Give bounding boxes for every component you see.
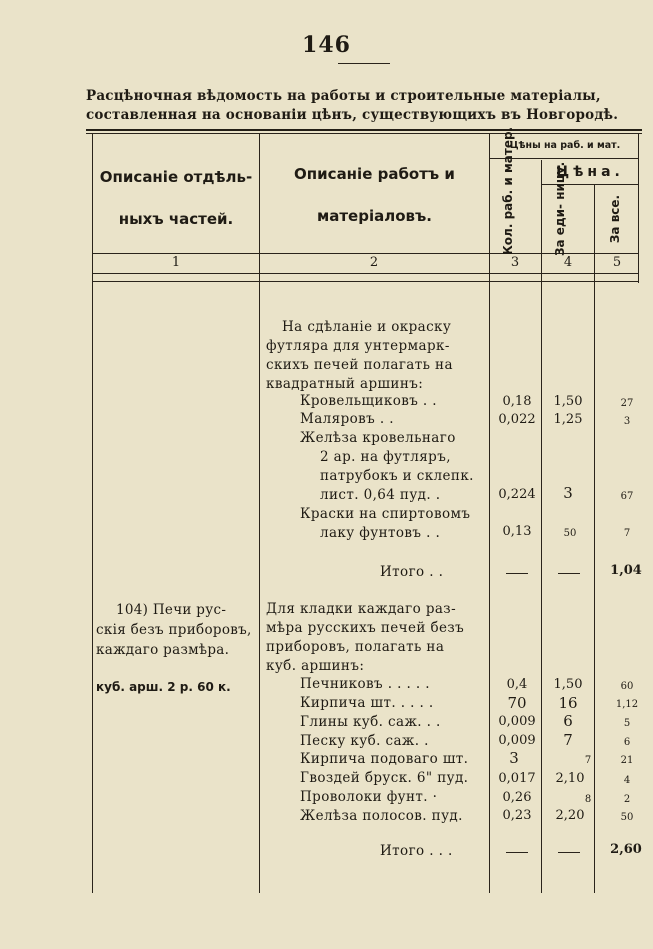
section1-row3-line3: патрубокъ и склепк. [320, 468, 474, 484]
section1-row3-line4: лист. 0,64 пуд. . [320, 487, 441, 503]
column-number-5: 5 [612, 255, 622, 270]
section2-row6-unit: 2,10 [555, 771, 585, 786]
section1-row3-line2: 2 ар. на футляръ, [320, 449, 451, 465]
section2-row5-total: 21 [620, 755, 634, 766]
section2-row2-total: 1,12 [615, 699, 639, 710]
section2-row4-qty: 0,009 [498, 733, 536, 748]
table-top-rule-thin [86, 133, 642, 134]
section1-total-label: Итого . . [380, 564, 444, 580]
section2-row1-total: 60 [620, 681, 634, 692]
page-number: 146 [302, 32, 351, 58]
section2-row1-label: Печниковъ . . . . . [300, 676, 430, 692]
column-number-1: 1 [171, 255, 181, 270]
section2-row6-label: Гвоздей бруск. 6" пуд. [300, 770, 469, 786]
section2-row4-total: 6 [623, 737, 631, 748]
section2-row7-unit: 8 [584, 794, 592, 805]
section1-total-qty-dash [506, 573, 528, 574]
header-col2-line1: Описаніе работъ и [294, 165, 455, 183]
section2-left-line1: 104) Печи рус- [116, 602, 227, 618]
section1-row3-total: 67 [620, 491, 634, 502]
section2-row8-qty: 0,23 [502, 808, 532, 823]
section2-total-label: Итого . . . [380, 843, 453, 859]
section1-row1-qty: 0,18 [502, 394, 532, 409]
section1-row4-qty: 0,13 [502, 524, 532, 539]
header-col5: За все. [608, 194, 622, 244]
section1-total-value: 1,04 [610, 563, 642, 578]
page-number-rule [338, 63, 390, 64]
section2-left-line2: скія безъ приборовъ, [96, 622, 252, 638]
section1-row3-line1: Желѣза кровельнаго [300, 430, 456, 446]
section1-row3-qty: 0,224 [498, 487, 536, 502]
section1-total-unit-dash [558, 573, 580, 574]
section2-row3-label: Глины куб. саж. . . [300, 714, 441, 730]
section2-row8-unit: 2,20 [555, 808, 585, 823]
section2-row5-label: Кирпича подоваго шт. [300, 751, 469, 767]
header-price-group: Цѣна. [556, 164, 624, 180]
section2-row5-unit: 7 [584, 755, 592, 766]
section2-intro-2: мѣра русскихъ печей безъ [266, 620, 465, 636]
section1-row3-unit: 3 [563, 484, 573, 502]
table-right-border [638, 133, 639, 283]
section2-row7-label: Проволоки фунт. · [300, 789, 438, 805]
section1-row2-unit: 1,25 [553, 412, 583, 427]
header-prices-group: Цѣны на раб. и мат. [509, 140, 621, 151]
section1-row1-total: 27 [620, 398, 634, 409]
section2-row7-total: 2 [623, 794, 631, 805]
section1-row4-unit: 50 [563, 528, 577, 539]
section2-intro-3: приборовъ, полагать на [266, 639, 445, 655]
header-col3: Кол. раб. и матер. [501, 126, 515, 255]
section2-row5-qty: 3 [509, 749, 519, 767]
section2-intro-4: куб. аршинъ: [266, 658, 365, 674]
section1-row1-unit: 1,50 [553, 394, 583, 409]
column-number-3: 3 [510, 255, 520, 270]
section2-total-unit-dash [558, 852, 580, 853]
section2-total-value: 2,60 [610, 842, 642, 857]
section2-row8-label: Желѣза полосов. пуд. [300, 808, 463, 824]
section2-row6-total: 4 [623, 775, 631, 786]
section2-row2-qty: 70 [507, 694, 527, 712]
table-top-rule [86, 129, 642, 131]
header-col1-line1: Описаніе отдѣль- [99, 168, 253, 186]
section1-intro-1: На сдѣланіе и окраску [282, 319, 452, 335]
section2-row1-qty: 0,4 [506, 677, 528, 692]
section1-row2-total: 3 [623, 416, 631, 427]
header-col1-line2: ныхъ частей. [118, 210, 234, 228]
section2-row7-qty: 0,26 [502, 790, 532, 805]
section1-intro-2: футляра для унтермарк- [266, 338, 450, 354]
section1-row4-line2: лаку фунтовъ . . [320, 525, 441, 541]
section2-row6-qty: 0,017 [498, 771, 536, 786]
section2-row4-label: Песку куб. саж. . [300, 733, 429, 749]
col-divider-1 [259, 133, 260, 893]
table-left-border [92, 133, 93, 893]
section2-row3-unit: 6 [563, 712, 573, 730]
section1-intro-3: скихъ печей полагать на [266, 357, 453, 373]
section2-row1-unit: 1,50 [553, 677, 583, 692]
section2-left-measure: куб. арш. 2 р. 60 к. [96, 680, 231, 694]
section2-row3-qty: 0,009 [498, 714, 536, 729]
section2-row2-label: Кирпича шт. . . . . [300, 695, 434, 711]
section1-row2-label: Маляровъ . . [300, 411, 394, 427]
header-col2-line2: матеріаловъ. [316, 207, 432, 225]
header-col4: За еди- ницу. [553, 161, 567, 256]
section2-left-line3: каждаго размѣра. [96, 642, 230, 658]
title-line-1: Расцѣночная вѣдомость на работы и строительные матеріалы, [86, 88, 601, 104]
col-divider-3 [541, 160, 542, 893]
section1-row1-label: Кровельщиковъ . . [300, 393, 438, 409]
col-divider-4 [594, 185, 595, 893]
section1-row4-total: 7 [623, 528, 631, 539]
section1-row4-line1: Краски на спиртовомъ [300, 506, 471, 522]
section2-total-qty-dash [506, 852, 528, 853]
section1-row2-qty: 0,022 [498, 412, 536, 427]
column-number-4: 4 [563, 255, 573, 270]
section2-row4-unit: 7 [563, 731, 573, 749]
column-number-rule-2 [92, 281, 639, 282]
col-divider-2 [489, 133, 490, 893]
column-number-rule [92, 273, 639, 274]
title-line-2: составленная на основаніи цѣнъ, существующихъ въ Новгородѣ. [86, 107, 619, 123]
section2-row2-unit: 16 [558, 694, 578, 712]
section2-row8-total: 50 [620, 812, 634, 823]
section1-intro-4: квадратный аршинъ: [266, 376, 424, 392]
section2-intro-1: Для кладки каждаго раз- [266, 601, 457, 617]
column-number-2: 2 [369, 255, 379, 270]
section2-row3-total: 5 [623, 718, 631, 729]
